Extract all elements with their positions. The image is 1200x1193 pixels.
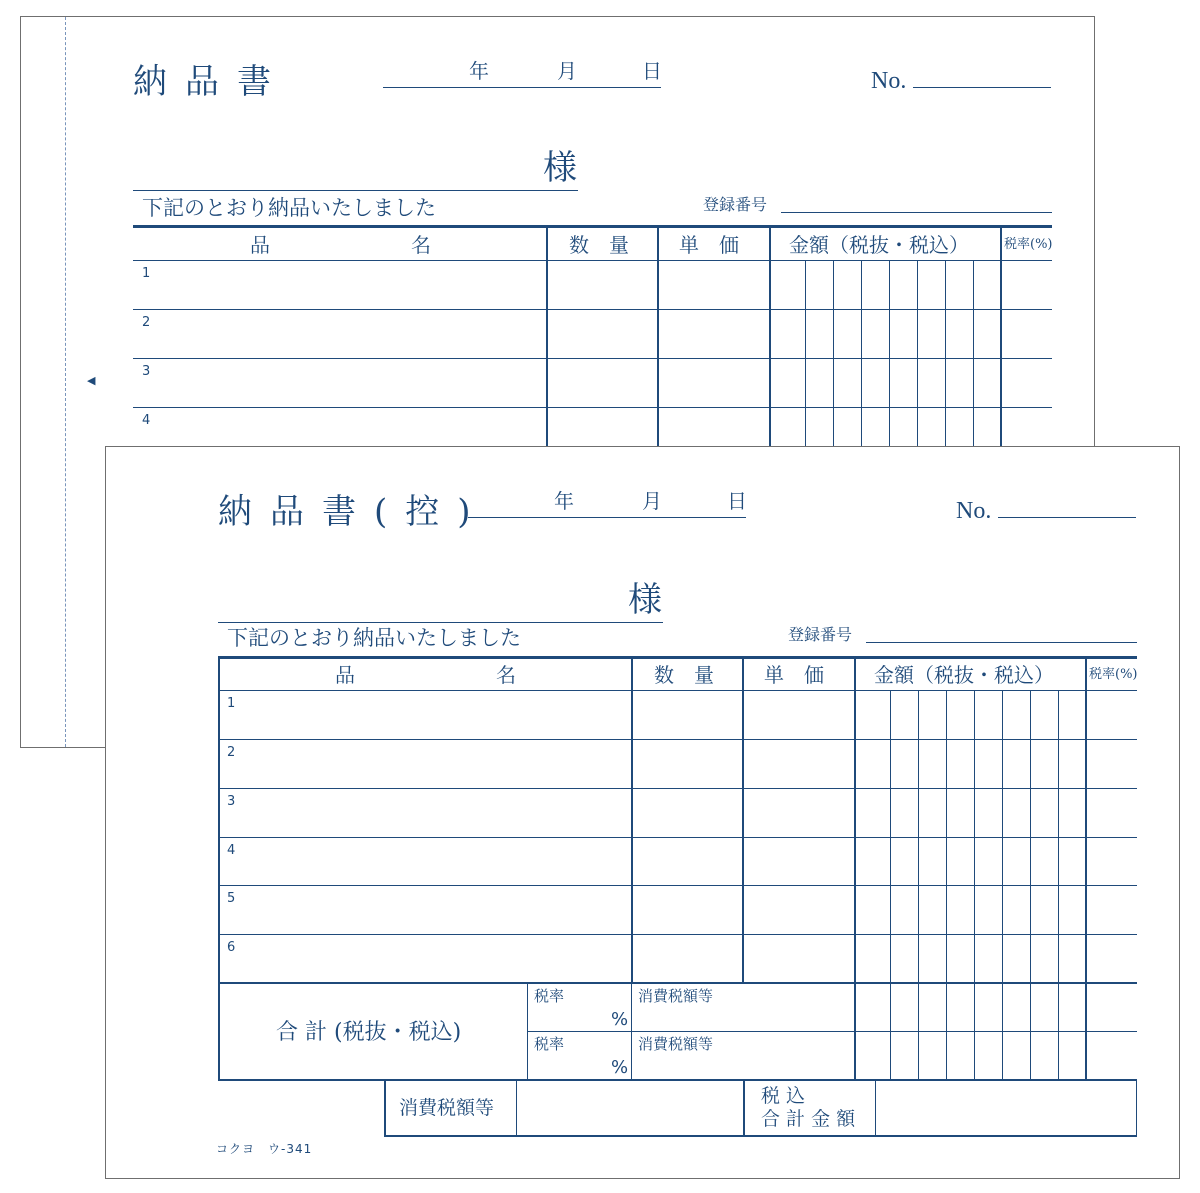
number-line xyxy=(913,87,1051,88)
digit-line xyxy=(861,260,862,449)
header-bottom-line xyxy=(218,690,1137,691)
front-sheet xyxy=(105,446,1180,1179)
col-line xyxy=(546,225,548,449)
table-top-border xyxy=(218,656,1137,659)
bottom-consumption-tax-label: 消費税額等 xyxy=(399,1097,495,1119)
page-title: 納品書(控) xyxy=(218,492,489,532)
page-title: 納品書 xyxy=(133,62,289,102)
col-line xyxy=(657,225,659,449)
bottom-box-divider xyxy=(516,1079,517,1136)
bottom-box-divider xyxy=(743,1079,745,1136)
row-line xyxy=(218,739,1137,740)
number-line xyxy=(998,517,1136,518)
date-day: 日 xyxy=(642,59,662,83)
date-line xyxy=(468,517,746,518)
col-header-unit-price: 単 価 xyxy=(679,233,739,257)
row-number: 1 xyxy=(142,266,151,281)
digit-line xyxy=(973,260,974,449)
subtotal-divider xyxy=(527,1031,1137,1032)
honorific: 様 xyxy=(628,580,662,620)
delivery-note: 下記のとおり納品いたしました xyxy=(142,196,436,220)
col-header-tax-rate: 税率(%) xyxy=(1004,237,1053,252)
col-line xyxy=(769,225,771,449)
footer-product-code: コクヨ ウ-341 xyxy=(216,1142,313,1156)
col-line xyxy=(1000,225,1002,449)
col-header-name: 名 xyxy=(496,663,516,687)
registration-label: 登録番号 xyxy=(788,625,853,644)
digit-line xyxy=(946,690,947,1079)
total-label-divider xyxy=(527,982,528,1079)
digit-line xyxy=(918,690,919,1079)
delivery-note: 下記のとおり納品いたしました xyxy=(227,626,521,650)
bottom-box-bottom xyxy=(384,1135,1137,1137)
bottom-box-divider xyxy=(875,1079,876,1136)
digit-line xyxy=(1002,690,1003,1079)
totals-bottom-line xyxy=(218,1079,1137,1081)
row-line xyxy=(133,358,1052,359)
tax-included-label: 税 込 xyxy=(761,1085,806,1107)
number-label: No. xyxy=(871,68,907,94)
header-bottom-line xyxy=(133,260,1052,261)
row-number: 1 xyxy=(227,696,236,711)
row-number: 6 xyxy=(227,940,236,955)
perforation-line xyxy=(65,17,66,747)
col-header-amount: 金額（税抜・税込） xyxy=(789,233,969,257)
row-number: 4 xyxy=(227,843,236,858)
tax-rate-label: 税率 xyxy=(534,987,565,1005)
customer-line xyxy=(218,622,663,623)
tax-rate-divider xyxy=(631,982,632,1079)
row-line xyxy=(218,934,1137,935)
digit-line xyxy=(945,260,946,449)
row-line xyxy=(218,837,1137,838)
percent-sign: % xyxy=(611,1009,629,1030)
col-header-name: 名 xyxy=(411,233,431,257)
col-line xyxy=(1085,656,1087,1080)
date-line xyxy=(383,87,661,88)
row-number: 2 xyxy=(142,315,151,330)
total-amount-label: 合 計 金 額 xyxy=(761,1108,856,1130)
row-number: 3 xyxy=(142,364,151,379)
number-label: No. xyxy=(956,498,992,524)
customer-line xyxy=(133,190,578,191)
col-header-amount: 金額（税抜・税込） xyxy=(874,663,1054,687)
row-line xyxy=(218,788,1137,789)
bottom-box-left xyxy=(384,1079,386,1136)
row-number: 4 xyxy=(142,413,151,428)
date-year: 年 xyxy=(554,489,574,513)
digit-line xyxy=(805,260,806,449)
date-year: 年 xyxy=(469,59,489,83)
registration-line xyxy=(866,642,1137,643)
col-header-tax-rate: 税率(%) xyxy=(1089,667,1138,682)
digit-line xyxy=(974,690,975,1079)
col-line xyxy=(631,656,633,982)
date-month: 月 xyxy=(642,489,662,513)
col-header-item: 品 xyxy=(335,663,355,687)
col-line xyxy=(742,656,744,982)
consumption-tax-label: 消費税額等 xyxy=(638,1035,714,1053)
arrow-left-icon: ◀ xyxy=(87,374,96,387)
digit-line xyxy=(917,260,918,449)
items-bottom-line xyxy=(218,982,1137,984)
row-line xyxy=(218,885,1137,886)
digit-line xyxy=(889,260,890,449)
date-month: 月 xyxy=(557,59,577,83)
col-header-item: 品 xyxy=(250,233,270,257)
table-left-border xyxy=(218,656,220,1080)
col-line xyxy=(854,656,856,1080)
digit-line xyxy=(1030,690,1031,1079)
honorific: 様 xyxy=(543,148,577,188)
row-number: 5 xyxy=(227,891,236,906)
tax-rate-label: 税率 xyxy=(534,1035,565,1053)
digit-line xyxy=(1058,690,1059,1079)
digit-line xyxy=(833,260,834,449)
registration-label: 登録番号 xyxy=(703,195,768,214)
bottom-box-right xyxy=(1136,1079,1137,1136)
col-header-quantity: 数 量 xyxy=(654,663,714,687)
digit-line xyxy=(890,690,891,1079)
percent-sign: % xyxy=(611,1057,629,1078)
row-number: 3 xyxy=(227,794,236,809)
row-line xyxy=(133,309,1052,310)
col-header-unit-price: 単 価 xyxy=(764,663,824,687)
col-header-quantity: 数 量 xyxy=(569,233,629,257)
date-day: 日 xyxy=(727,489,747,513)
table-top-border xyxy=(133,225,1052,228)
registration-line xyxy=(781,212,1052,213)
total-label: 合 計 (税抜・税込) xyxy=(276,1020,462,1045)
row-line xyxy=(133,407,1052,408)
consumption-tax-label: 消費税額等 xyxy=(638,987,714,1005)
row-number: 2 xyxy=(227,745,236,760)
